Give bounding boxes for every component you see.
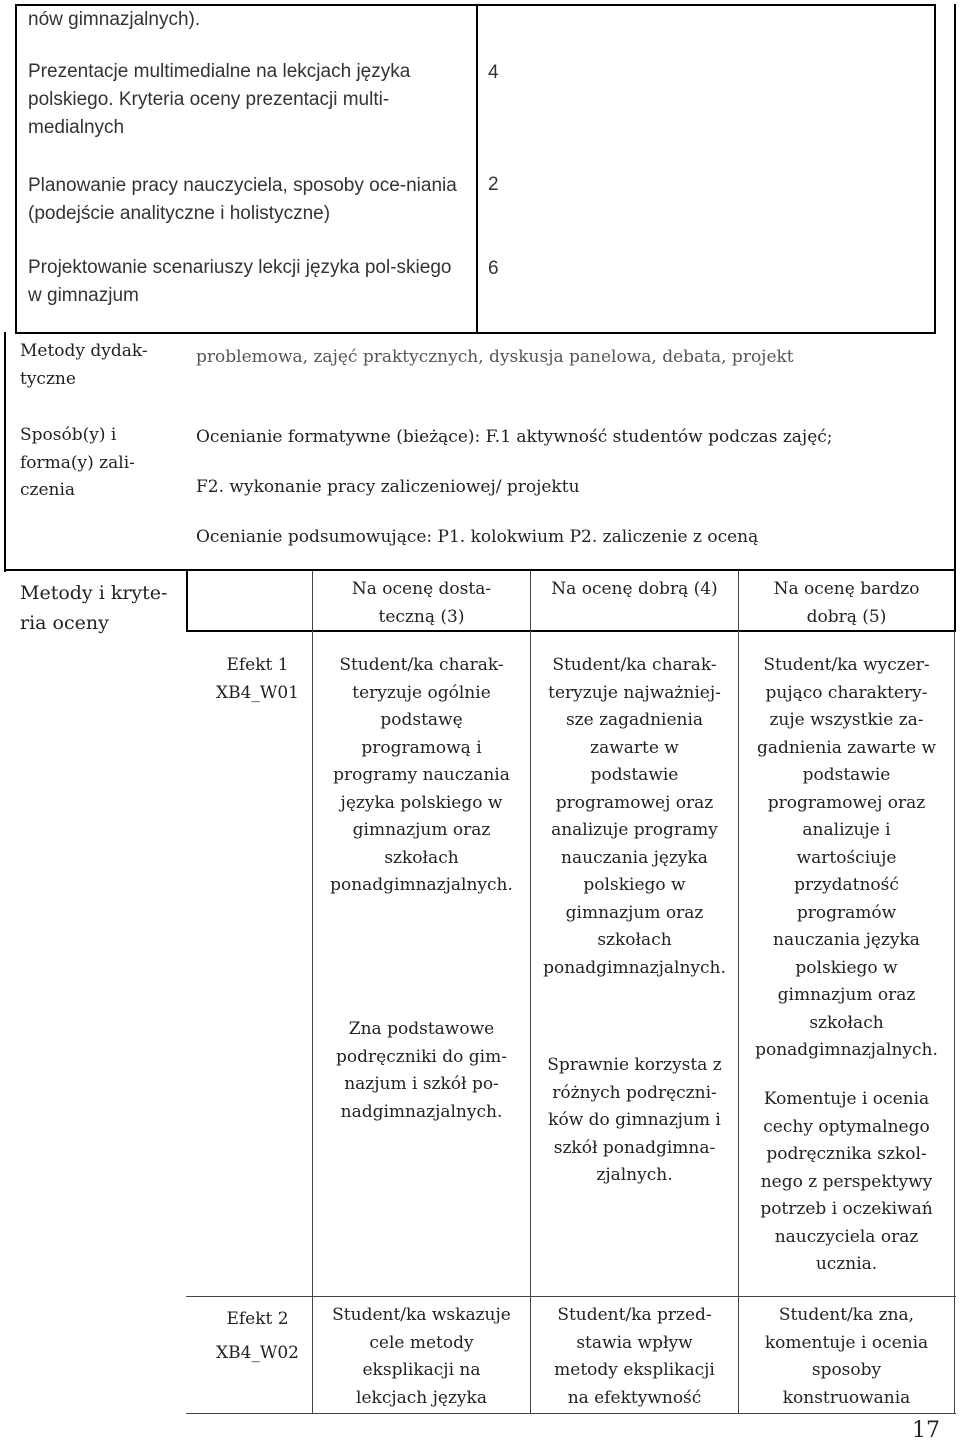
topic-row-3: Planowanie pracy nauczyciela, sposoby oce-niania (podejście analityczne i holistyczne) [28,175,457,224]
effect-2-grade-5: Student/ka zna, komentuje i ocenia sposoby konstruowania [764,1305,929,1408]
effect-2-label: Efekt 2 XB4_W02 [215,1309,300,1363]
topic-row-2: Prezentacje multimedialne na lekcjach języka polskiego. Kryteria oceny prezentacji multi-medialnych [28,61,411,138]
effect-1-grade-4-a: Student/ka charak- teryzuje najważniej- sze zagadnienia zawarte w podstawie programowej oraz analizuje programy nauczania języka polskiego w gimnazjum oraz szkołach ponadgimnazjalnych. [543,655,726,978]
criteria-label: Metody i kryte- ria oceny [20,582,168,634]
formative-line-1: Ocenianie formatywne (bieżące): F.1 aktywność studentów podczas zajęć; [196,427,833,447]
summative-line: Ocenianie podsumowujące: P1. kolokwium P2. zaliczenie z oceną [196,527,759,547]
effect-2-grade-4: Student/ka przed- stawia wpływ metody eksplikacji na efektywność [554,1305,715,1408]
header-grade-4: Na ocenę dobrą (4) [551,579,718,599]
hours-row-2: 4 [488,62,499,83]
formative-line-2: F2. wykonanie pracy zaliczeniowej/ projektu [196,477,580,497]
assessment-label: Sposób(y) i forma(y) zali- czenia [20,425,135,500]
effect-1-grade-4-b: Sprawnie korzysta z różnych podręczni- ków do gimnazjum i szkół ponadgimna- zjalnych. [547,1055,722,1185]
methods-label: Metody dydak- tyczne [20,341,148,389]
effect-1-grade-3-b: Zna podstawowe podręczniki do gim- nazjum i szkół po- nadgimnazjalnych. [336,1019,507,1122]
effect-2-grade-3: Student/ka wskazuje cele metody eksplikacji na lekcjach języka [332,1305,511,1408]
methods-value: problemowa, zajęć praktycznych, dyskusja panelowa, debata, projekt [196,347,794,367]
effect-1-grade-5-a: Student/ka wyczer- pująco charaktery- zuje wszystkie za- gadnienia zawarte w podstawie programowej oraz analizuje i wartościuje przydatność programów nauczania języka polskiego w gimnazjum oraz szkołach ponadgimnazjalnych. [755,655,938,1060]
effect-1-label: Efekt 1 XB4_W01 [215,655,300,703]
hours-row-3: 2 [488,174,499,195]
hours-row-4: 6 [488,258,499,279]
topic-row-4: Projektowanie scenariuszy lekcji języka pol-skiego w gimnazjum [28,257,452,306]
topic-row-1: nów gimnazjalnych). [28,9,201,30]
effect-1-grade-5-b: Komentuje i ocenia cechy optymalnego podręcznika szkol- nego z perspektywy potrzeb i oczekiwań nauczyciela oraz ucznia. [760,1089,933,1274]
header-grade-3: Na ocenę dosta- teczną (3) [351,579,492,627]
effect-1-grade-3-a: Student/ka charak- teryzuje ogólnie podstawę programową i programy nauczania języka polskiego w gimnazjum oraz szkołach ponadgimnazjalnych. [330,655,513,895]
page-number: 17 [912,1418,940,1443]
header-grade-5: Na ocenę bardzo dobrą (5) [773,579,920,627]
